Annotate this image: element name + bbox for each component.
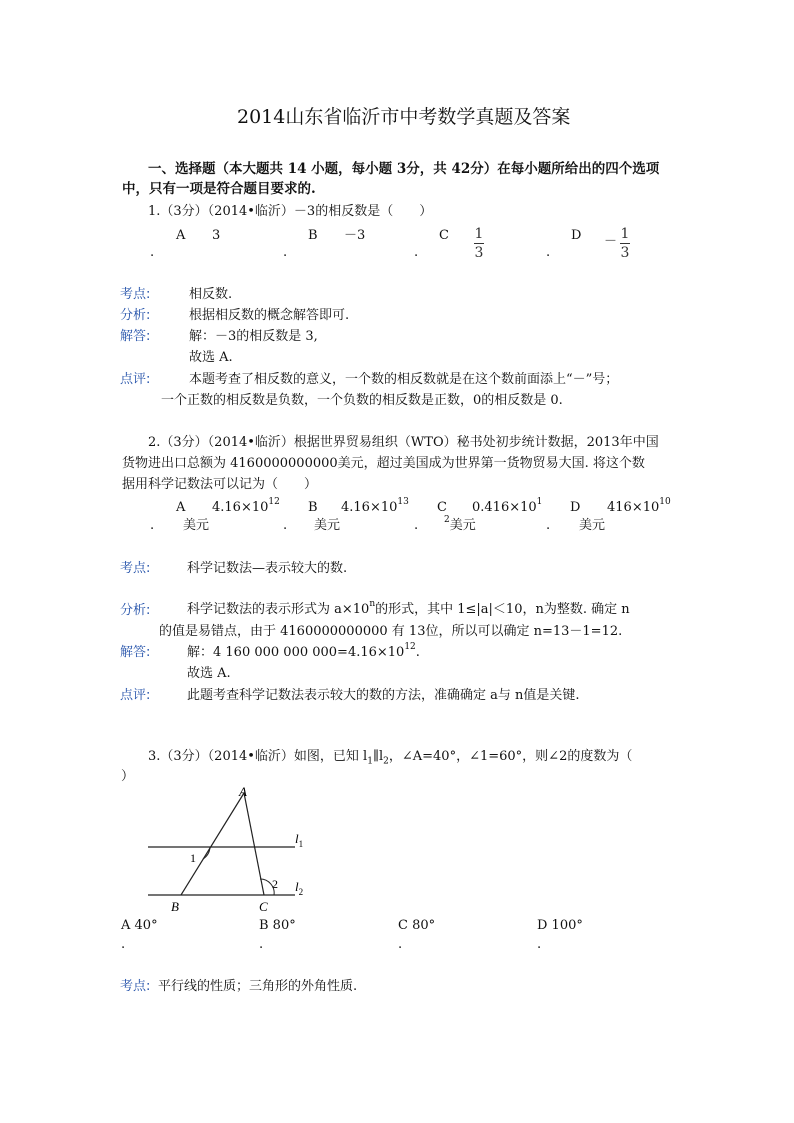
q2-c-value (472, 497, 543, 515)
q2-stem-line1: 2.（3分）（2014•临沂）根据世界贸易组织（WTO）秘书处初步统计数据，2013年中国 (148, 435, 659, 450)
q3-c-dot: . (398, 937, 403, 952)
q2-d-base: 416×10 (607, 500, 660, 515)
q2-c-unit-text: 美元 (449, 518, 476, 533)
q1-b-dot: . (283, 245, 288, 260)
q1-d-letter: D (571, 228, 582, 243)
q1-c-denominator: 3 (474, 245, 484, 261)
q2-c-dot: . (414, 518, 419, 533)
line-l2-letter: l (295, 879, 299, 894)
q3-stem-part2: ∥l (372, 749, 384, 764)
q2-a-unit: 美元 (183, 518, 210, 533)
page-title: 2014山东省临沂市中考数学真题及答案 (237, 106, 571, 128)
q1-jieda-label: 解答: (120, 329, 151, 344)
q2-c-base: 0.416×10 (472, 500, 537, 515)
q2-jieda-line2: 故选 A. (187, 666, 231, 681)
q2-b-value (341, 497, 409, 515)
q2-d-letter: D (570, 500, 581, 515)
q2-jieda-part1: 解：4 160 000 000 000=4.16×10 (187, 645, 405, 660)
segment-ac (244, 793, 264, 895)
q3-stem-part3: ，∠A=40°，∠1=60°，则∠2的度数为（ (388, 749, 633, 764)
q1-d-numerator: 1 (620, 226, 630, 242)
q1-b-letter: B (308, 228, 318, 243)
q1-d-dot: . (546, 245, 551, 260)
segment-ab (181, 793, 244, 895)
q1-c-letter: C (439, 228, 449, 243)
q2-jieda-label: 解答: (120, 645, 151, 660)
vertex-a-label: A (239, 784, 247, 799)
q3-option-d: D 100° (537, 918, 583, 933)
section-heading-line1: 一、选择题（本大题共 14 小题，每小题 3分，共 42分）在每小题所给出的四个选项 (148, 161, 660, 177)
q3-d-dot: . (537, 937, 542, 952)
q3-b-dot: . (259, 937, 264, 952)
q2-b-letter: B (308, 500, 318, 515)
line-l1-letter: l (295, 831, 299, 846)
q1-a-value: 3 (212, 228, 221, 243)
q1-dianping-line1: 本题考查了相反数的意义，一个数的相反数就是在这个数前面添上“－”号； (189, 372, 619, 387)
q2-dianping-label: 点评: (120, 688, 151, 703)
q1-fenxi: 根据相反数的概念解答即可. (189, 308, 350, 323)
q1-d-denominator: 3 (620, 245, 630, 261)
q2-c-unit (444, 515, 476, 533)
q2-fenxi-exp: n (369, 599, 376, 609)
q3-kaodian-label: 考点: (120, 979, 151, 994)
q1-jieda-line2: 故选 A. (189, 350, 233, 365)
q2-d-unit: 美元 (579, 518, 606, 533)
vertex-b-label: B (171, 899, 179, 914)
q2-b-base: 4.16×10 (341, 500, 398, 515)
q2-d-value (607, 497, 671, 515)
q2-jieda-part2: . (415, 645, 420, 660)
q2-kaodian-label: 考点: (120, 561, 151, 576)
q1-d-fraction (620, 227, 630, 260)
line-l2-label (295, 879, 303, 897)
q1-a-letter: A (176, 228, 186, 243)
q3-stem-line2: ） (121, 769, 135, 784)
q3-stem-part1: 3.（3分）（2014•临沂）如图，已知 l (148, 749, 368, 764)
vertex-c-label: C (259, 899, 268, 914)
q2-d-exp: 10 (659, 497, 671, 507)
line-l2-sub: 2 (298, 887, 304, 897)
q3-stem-line1 (148, 750, 632, 767)
q2-a-value (212, 497, 280, 515)
q2-jieda-line1 (187, 642, 420, 660)
q2-b-unit: 美元 (314, 518, 341, 533)
q2-fenxi-label: 分析: (120, 603, 151, 618)
q3-kaodian: 平行线的性质；三角形的外角性质. (158, 979, 358, 994)
angle-1-label: 1 (190, 851, 196, 865)
q3-stem-sub2: 2 (383, 756, 389, 767)
q2-kaodian: 科学记数法—表示较大的数. (187, 561, 348, 576)
q1-stem: 1.（3分）（2014•临沂）－3的相反数是（ ） (148, 204, 433, 219)
q2-b-exp: 13 (397, 497, 409, 507)
q3-option-a: A 40° (121, 918, 158, 933)
q2-stem-line2: 货物进出口总额为 4160000000000美元，超过美国成为世界第一货物贸易大国. 将这个数 (122, 456, 645, 471)
q2-a-exp: 12 (268, 497, 280, 507)
q1-jieda-line1: 解：－3的相反数是 3, (189, 329, 318, 344)
q1-dianping-label: 点评: (120, 372, 151, 387)
q2-a-dot: . (150, 518, 155, 533)
line-l1-label (295, 831, 303, 849)
q2-fenxi-line2: 的值是易错点，由于 4160000000000 有 13位，所以可以确定 n=13－1=12. (159, 624, 623, 639)
q2-c-exp-continued: 2 (444, 515, 450, 525)
q2-jieda-exp: 12 (404, 642, 416, 652)
q3-a-dot: . (121, 937, 126, 952)
q1-a-dot: . (150, 245, 155, 260)
q1-dianping-line2: 一个正数的相反数是负数，一个负数的相反数是正数，0的相反数是 0. (161, 393, 563, 408)
q1-kaodian-label: 考点: (120, 287, 151, 302)
q1-c-fraction (474, 227, 484, 260)
q1-d-sign: － (604, 234, 618, 249)
q2-c-letter: C (437, 500, 447, 515)
q2-fenxi-part1: 科学记数法的表示形式为 a×10 (187, 602, 370, 617)
q2-a-base: 4.16×10 (212, 500, 269, 515)
fraction-bar (620, 243, 630, 244)
line-l1-sub: 1 (298, 839, 304, 849)
q3-option-b: B 80° (259, 918, 296, 933)
q2-c-exp: 1 (536, 497, 543, 507)
angle-2-label: 2 (272, 877, 278, 891)
q1-fenxi-label: 分析: (120, 308, 151, 323)
q2-fenxi-part2: 的形式，其中 1≤|a|＜10，n为整数. 确定 n (375, 602, 630, 617)
section-heading-line2: 中，只有一项是符合题目要求的. (122, 181, 316, 197)
q2-fenxi-line1 (187, 599, 630, 617)
q3-figure (140, 780, 320, 915)
q1-kaodian: 相反数. (189, 287, 233, 302)
q2-d-dot: . (546, 518, 551, 533)
q2-dianping: 此题考查科学记数法表示较大的数的方法，准确确定 a与 n值是关键. (187, 688, 580, 703)
q1-c-dot: . (414, 245, 419, 260)
fraction-bar (474, 243, 484, 244)
q3-option-c: C 80° (398, 918, 436, 933)
q2-b-dot: . (283, 518, 288, 533)
q2-a-letter: A (176, 500, 186, 515)
q1-b-value: －3 (344, 228, 366, 243)
q2-stem-line3: 据用科学记数法可以记为（ ） (122, 477, 318, 492)
q1-c-numerator: 1 (474, 226, 484, 242)
q3-stem-sub1: 1 (367, 756, 373, 767)
